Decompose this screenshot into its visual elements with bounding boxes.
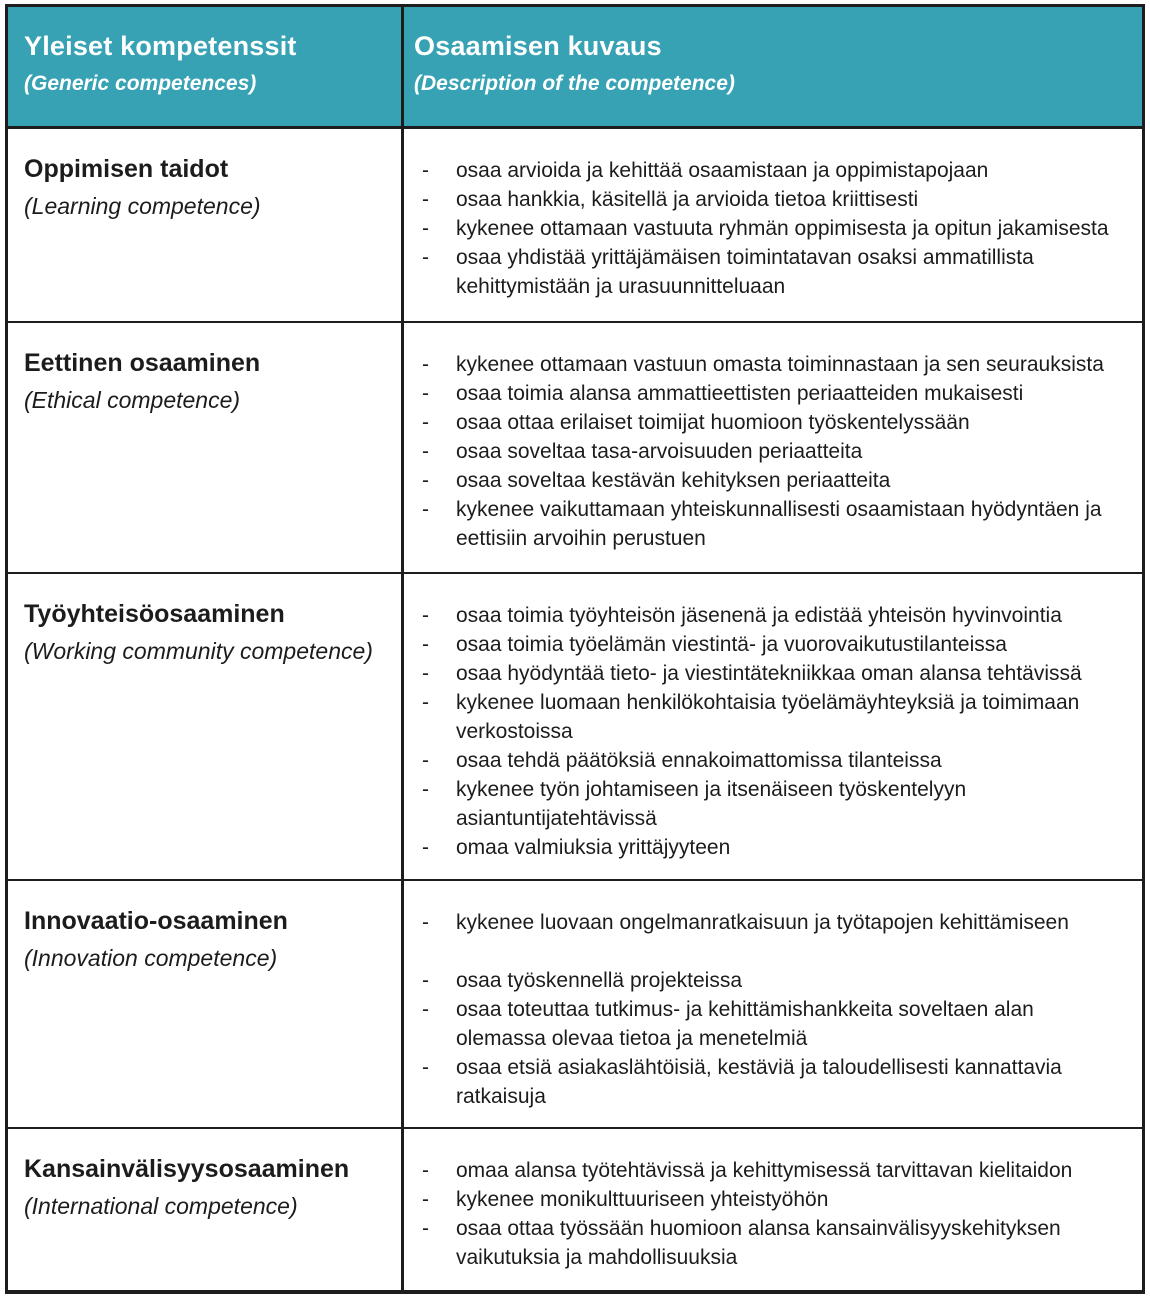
list-item bbox=[422, 908, 1112, 937]
competence-description-cell bbox=[404, 129, 1142, 321]
list-item bbox=[422, 775, 1112, 833]
competence-subtitle-en: (Innovation competence) bbox=[24, 945, 278, 971]
list-item-text: kykenee työn johtamiseen ja itsenäiseen työskentelyyn asiantuntijatehtävissä bbox=[456, 778, 967, 830]
competence-description-cell bbox=[404, 1129, 1142, 1290]
list-item-text: kykenee luovaan ongelmanratkaisuun ja työtapojen kehittämiseen bbox=[456, 911, 1069, 934]
list-item bbox=[422, 466, 1112, 495]
competence-title: Kansainvälisyysosaaminen bbox=[24, 1155, 350, 1183]
bullet-dash: - bbox=[422, 911, 429, 934]
bullet-dash: - bbox=[422, 1217, 429, 1240]
list-item-text: osaa toimia työyhteisön jäsenenä ja edistää yhteisön hyvinvointia bbox=[456, 604, 1062, 627]
competence-name-cell bbox=[8, 1129, 404, 1290]
competence-description-cell bbox=[404, 323, 1142, 572]
list-blank-line bbox=[422, 937, 1112, 966]
bullet-dash: - bbox=[422, 1188, 429, 1211]
list-item-text: osaa työskennellä projekteissa bbox=[456, 969, 743, 992]
competence-description-cell bbox=[404, 881, 1142, 1127]
list-item bbox=[422, 379, 1112, 408]
list-item-text: osaa arvioida ja kehittää osaamistaan ja oppimistapojaan bbox=[456, 159, 989, 182]
list-item bbox=[422, 437, 1112, 466]
list-item-text: osaa tehdä päätöksiä ennakoimattomissa tilanteissa bbox=[456, 749, 942, 772]
bullet-dash: - bbox=[422, 188, 429, 211]
competence-name-cell bbox=[8, 574, 404, 879]
bullet-dash: - bbox=[422, 217, 429, 240]
list-item-text: osaa hyödyntää tieto- ja viestintätekniikkaa oman alansa tehtävissä bbox=[456, 662, 1082, 685]
list-item bbox=[422, 966, 1112, 995]
bullet-dash: - bbox=[422, 778, 429, 801]
bullet-dash: - bbox=[422, 969, 429, 992]
list-item bbox=[422, 995, 1112, 1053]
list-item bbox=[422, 630, 1112, 659]
list-item bbox=[422, 243, 1112, 301]
list-item bbox=[422, 495, 1112, 553]
header-title-fi: Osaamisen kuvaus bbox=[414, 31, 662, 61]
bullet-dash: - bbox=[422, 440, 429, 463]
list-item-text: osaa toimia työelämän viestintä- ja vuorovaikutustilanteissa bbox=[456, 633, 1007, 656]
competence-title: Innovaatio-osaaminen bbox=[24, 907, 288, 935]
list-item bbox=[422, 688, 1112, 746]
list-item-text: osaa yhdistää yrittäjämäisen toimintatavan osaksi ammatillista kehittymistään ja urasuunnitteluaan bbox=[456, 246, 1034, 298]
list-item bbox=[422, 408, 1112, 437]
bullet-dash: - bbox=[422, 498, 429, 521]
competence-name-cell bbox=[8, 129, 404, 321]
bullet-dash: - bbox=[422, 604, 429, 627]
bullet-dash: - bbox=[422, 633, 429, 656]
list-item-text: osaa soveltaa kestävän kehityksen periaatteita bbox=[456, 469, 891, 492]
description-list bbox=[414, 908, 1112, 1111]
competence-name-cell bbox=[8, 881, 404, 1127]
table-row-innovation-competence bbox=[8, 879, 1142, 1127]
table-row-ethical-competence bbox=[8, 321, 1142, 572]
table-row-learning-competence bbox=[8, 126, 1142, 321]
list-item bbox=[422, 156, 1112, 185]
bullet-dash: - bbox=[422, 246, 429, 269]
competence-description-cell bbox=[404, 574, 1142, 879]
list-item-text: omaa valmiuksia yrittäjyyteen bbox=[456, 836, 731, 859]
bullet-dash: - bbox=[422, 411, 429, 434]
list-item-text: kykenee vaikuttamaan yhteiskunnallisesti osaamistaan hyödyntäen ja eettisiin arvoihin perustuen bbox=[456, 498, 1102, 550]
header-cell-generic-competences bbox=[8, 7, 404, 126]
bullet-dash: - bbox=[422, 353, 429, 376]
bullet-dash: - bbox=[422, 382, 429, 405]
header-subtitle-en: (Description of the competence) bbox=[414, 72, 735, 95]
header-title-fi: Yleiset kompetenssit bbox=[24, 31, 297, 61]
bullet-dash: - bbox=[422, 691, 429, 714]
list-item-text: osaa toimia alansa ammattieettisten periaatteiden mukaisesti bbox=[456, 382, 1024, 405]
list-item-text: kykenee ottamaan vastuuta ryhmän oppimisesta ja opitun jakamisesta bbox=[456, 217, 1109, 240]
list-item-text: osaa ottaa erilaiset toimijat huomioon työskentelyssään bbox=[456, 411, 970, 434]
competence-subtitle-en: (Working community competence) bbox=[24, 638, 373, 664]
list-item bbox=[422, 659, 1112, 688]
list-item-text: osaa ottaa työssään huomioon alansa kansainvälisyyskehityksen vaikutuksia ja mahdollisuuksia bbox=[456, 1217, 1061, 1269]
bullet-dash: - bbox=[422, 998, 429, 1021]
list-item bbox=[422, 1214, 1112, 1272]
description-list bbox=[414, 156, 1112, 301]
description-list bbox=[414, 601, 1112, 862]
competence-title: Oppimisen taidot bbox=[24, 155, 229, 183]
header-subtitle-en: (Generic competences) bbox=[24, 72, 257, 95]
list-item-text: kykenee luomaan henkilökohtaisia työelämäyhteyksiä ja toimimaan verkostoissa bbox=[456, 691, 1080, 743]
description-list bbox=[414, 350, 1112, 553]
table-header-row bbox=[8, 7, 1142, 126]
list-item bbox=[422, 1185, 1112, 1214]
list-item bbox=[422, 214, 1112, 243]
competence-subtitle-en: (Ethical competence) bbox=[24, 387, 241, 413]
bullet-dash: - bbox=[422, 662, 429, 685]
list-item-text: osaa hankkia, käsitellä ja arvioida tietoa kriittisesti bbox=[456, 188, 919, 211]
list-item bbox=[422, 185, 1112, 214]
competence-title: Työyhteisöosaaminen bbox=[24, 600, 285, 628]
competence-name-cell bbox=[8, 323, 404, 572]
list-item bbox=[422, 601, 1112, 630]
list-item bbox=[422, 350, 1112, 379]
list-item-text: kykenee monikulttuuriseen yhteistyöhön bbox=[456, 1188, 829, 1211]
list-item bbox=[422, 1053, 1112, 1111]
competence-title: Eettinen osaaminen bbox=[24, 349, 261, 377]
table-row-working-community-competence bbox=[8, 572, 1142, 879]
list-item-text: osaa toteuttaa tutkimus- ja kehittämishankkeita soveltaen alan olemassa olevaa tietoa ja menetelmiä bbox=[456, 998, 1034, 1050]
list-item-text: omaa alansa työtehtävissä ja kehittymisessä tarvittavan kielitaidon bbox=[456, 1159, 1073, 1182]
competences-table bbox=[5, 4, 1145, 1294]
bullet-dash: - bbox=[422, 1056, 429, 1079]
bullet-dash: - bbox=[422, 469, 429, 492]
header-cell-description bbox=[404, 7, 1142, 126]
list-item-text: osaa soveltaa tasa-arvoisuuden periaatteita bbox=[456, 440, 863, 463]
list-item-text: osaa etsiä asiakaslähtöisiä, kestäviä ja taloudellisesti kannattavia ratkaisuja bbox=[456, 1056, 1062, 1108]
bullet-dash: - bbox=[422, 1159, 429, 1182]
table-row-international-competence bbox=[8, 1127, 1142, 1290]
bullet-dash: - bbox=[422, 749, 429, 772]
list-item bbox=[422, 1156, 1112, 1185]
list-item bbox=[422, 833, 1112, 862]
competence-subtitle-en: (Learning competence) bbox=[24, 193, 261, 219]
bullet-dash: - bbox=[422, 836, 429, 859]
description-list bbox=[414, 1156, 1112, 1272]
competence-subtitle-en: (International competence) bbox=[24, 1193, 298, 1219]
list-item bbox=[422, 746, 1112, 775]
list-item-text: kykenee ottamaan vastuun omasta toiminnastaan ja sen seurauksista bbox=[456, 353, 1104, 376]
bullet-dash: - bbox=[422, 159, 429, 182]
